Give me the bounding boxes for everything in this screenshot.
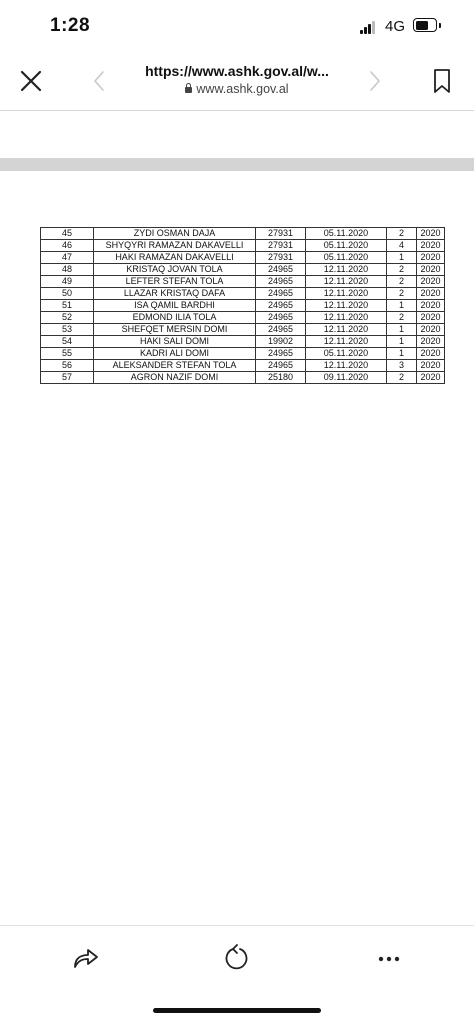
cell-year: 2020 bbox=[417, 324, 445, 336]
cell-code: 24965 bbox=[256, 312, 306, 324]
bookmark-icon[interactable] bbox=[432, 68, 452, 94]
cell-name: SHEFQET MERSIN DOMI bbox=[94, 324, 256, 336]
cell-code: 24965 bbox=[256, 360, 306, 372]
cell-year: 2020 bbox=[417, 240, 445, 252]
share-icon[interactable] bbox=[72, 944, 100, 970]
cell-code: 19902 bbox=[256, 336, 306, 348]
signal-strength-icon bbox=[360, 20, 380, 34]
more-options-icon[interactable] bbox=[378, 950, 400, 958]
cell-count: 2 bbox=[387, 288, 417, 300]
url-domain[interactable] bbox=[125, 82, 349, 96]
cell-code: 27931 bbox=[256, 228, 306, 240]
cell-name: ZYDI OSMAN DAJA bbox=[94, 228, 256, 240]
cell-year: 2020 bbox=[417, 264, 445, 276]
cell-year: 2020 bbox=[417, 372, 445, 384]
forward-arrow-icon[interactable] bbox=[368, 70, 382, 92]
table-row bbox=[41, 336, 445, 348]
cell-count: 1 bbox=[387, 336, 417, 348]
records-table bbox=[40, 227, 445, 384]
table-row bbox=[41, 324, 445, 336]
cell-count: 2 bbox=[387, 372, 417, 384]
table-row bbox=[41, 228, 445, 240]
cell-name: EDMOND ILIA TOLA bbox=[94, 312, 256, 324]
back-arrow-icon[interactable] bbox=[92, 70, 106, 92]
cell-year: 2020 bbox=[417, 252, 445, 264]
table-row bbox=[41, 252, 445, 264]
cell-row-number: 56 bbox=[41, 360, 94, 372]
cell-code: 24965 bbox=[256, 348, 306, 360]
cell-name: SHYQYRI RAMAZAN DAKAVELLI bbox=[94, 240, 256, 252]
cell-year: 2020 bbox=[417, 348, 445, 360]
cell-row-number: 46 bbox=[41, 240, 94, 252]
cell-row-number: 53 bbox=[41, 324, 94, 336]
cell-date: 12.11.2020 bbox=[306, 288, 387, 300]
cell-count: 2 bbox=[387, 312, 417, 324]
cell-date: 12.11.2020 bbox=[306, 324, 387, 336]
cell-year: 2020 bbox=[417, 276, 445, 288]
close-icon[interactable] bbox=[18, 68, 44, 94]
cell-name: LEFTER STEFAN TOLA bbox=[94, 276, 256, 288]
cell-date: 05.11.2020 bbox=[306, 228, 387, 240]
cell-row-number: 48 bbox=[41, 264, 94, 276]
cell-date: 09.11.2020 bbox=[306, 372, 387, 384]
table-row bbox=[41, 300, 445, 312]
cell-date: 12.11.2020 bbox=[306, 264, 387, 276]
cell-row-number: 52 bbox=[41, 312, 94, 324]
cell-date: 05.11.2020 bbox=[306, 348, 387, 360]
url-domain-text: www.ashk.gov.al bbox=[196, 82, 289, 96]
cell-row-number: 49 bbox=[41, 276, 94, 288]
cell-row-number: 50 bbox=[41, 288, 94, 300]
cell-count: 2 bbox=[387, 276, 417, 288]
cell-count: 3 bbox=[387, 360, 417, 372]
cell-name: LLAZAR KRISTAQ DAFA bbox=[94, 288, 256, 300]
cell-row-number: 51 bbox=[41, 300, 94, 312]
cell-year: 2020 bbox=[417, 312, 445, 324]
cell-year: 2020 bbox=[417, 336, 445, 348]
cell-code: 24965 bbox=[256, 300, 306, 312]
cell-code: 24965 bbox=[256, 264, 306, 276]
table-row bbox=[41, 372, 445, 384]
table-row bbox=[41, 312, 445, 324]
reload-icon[interactable] bbox=[224, 943, 250, 971]
cell-count: 1 bbox=[387, 348, 417, 360]
table-row bbox=[41, 348, 445, 360]
home-indicator[interactable] bbox=[153, 1008, 321, 1013]
cell-date: 12.11.2020 bbox=[306, 336, 387, 348]
cell-year: 2020 bbox=[417, 360, 445, 372]
cell-code: 27931 bbox=[256, 240, 306, 252]
cell-code: 24965 bbox=[256, 276, 306, 288]
cell-date: 05.11.2020 bbox=[306, 240, 387, 252]
cell-row-number: 47 bbox=[41, 252, 94, 264]
url-text[interactable]: https://www.ashk.gov.al/w... bbox=[145, 63, 329, 79]
cell-count: 1 bbox=[387, 300, 417, 312]
table-row bbox=[41, 288, 445, 300]
status-bar bbox=[0, 0, 474, 56]
cell-year: 2020 bbox=[417, 300, 445, 312]
cell-count: 1 bbox=[387, 252, 417, 264]
network-type: 4G bbox=[385, 18, 406, 35]
battery-icon bbox=[413, 18, 437, 32]
cell-count: 1 bbox=[387, 324, 417, 336]
cell-date: 12.11.2020 bbox=[306, 300, 387, 312]
page-header-band bbox=[0, 158, 474, 171]
cell-date: 12.11.2020 bbox=[306, 312, 387, 324]
cell-name: KADRI ALI DOMI bbox=[94, 348, 256, 360]
cell-code: 24965 bbox=[256, 324, 306, 336]
status-time: 1:28 bbox=[50, 15, 91, 36]
cell-row-number: 45 bbox=[41, 228, 94, 240]
table-row bbox=[41, 360, 445, 372]
table-row bbox=[41, 264, 445, 276]
cell-count: 4 bbox=[387, 240, 417, 252]
cell-name: HAKI RAMAZAN DAKAVELLI bbox=[94, 252, 256, 264]
cell-code: 25180 bbox=[256, 372, 306, 384]
cell-name: HAKI SALI DOMI bbox=[94, 336, 256, 348]
cell-row-number: 54 bbox=[41, 336, 94, 348]
cell-date: 12.11.2020 bbox=[306, 360, 387, 372]
cell-row-number: 57 bbox=[41, 372, 94, 384]
cell-row-number: 55 bbox=[41, 348, 94, 360]
cell-name: AGRON NAZIF DOMI bbox=[94, 372, 256, 384]
battery-tip bbox=[439, 23, 441, 28]
table-row bbox=[41, 276, 445, 288]
cell-code: 27931 bbox=[256, 252, 306, 264]
cell-count: 2 bbox=[387, 264, 417, 276]
cell-name: ISA QAMIL BARDHI bbox=[94, 300, 256, 312]
cell-year: 2020 bbox=[417, 288, 445, 300]
cell-count: 2 bbox=[387, 228, 417, 240]
table-row bbox=[41, 240, 445, 252]
cell-date: 12.11.2020 bbox=[306, 276, 387, 288]
cell-code: 24965 bbox=[256, 288, 306, 300]
cell-year: 2020 bbox=[417, 228, 445, 240]
cell-date: 05.11.2020 bbox=[306, 252, 387, 264]
cell-name: KRISTAQ JOVAN TOLA bbox=[94, 264, 256, 276]
cell-name: ALEKSANDER STEFAN TOLA bbox=[94, 360, 256, 372]
lock-icon bbox=[185, 87, 192, 93]
